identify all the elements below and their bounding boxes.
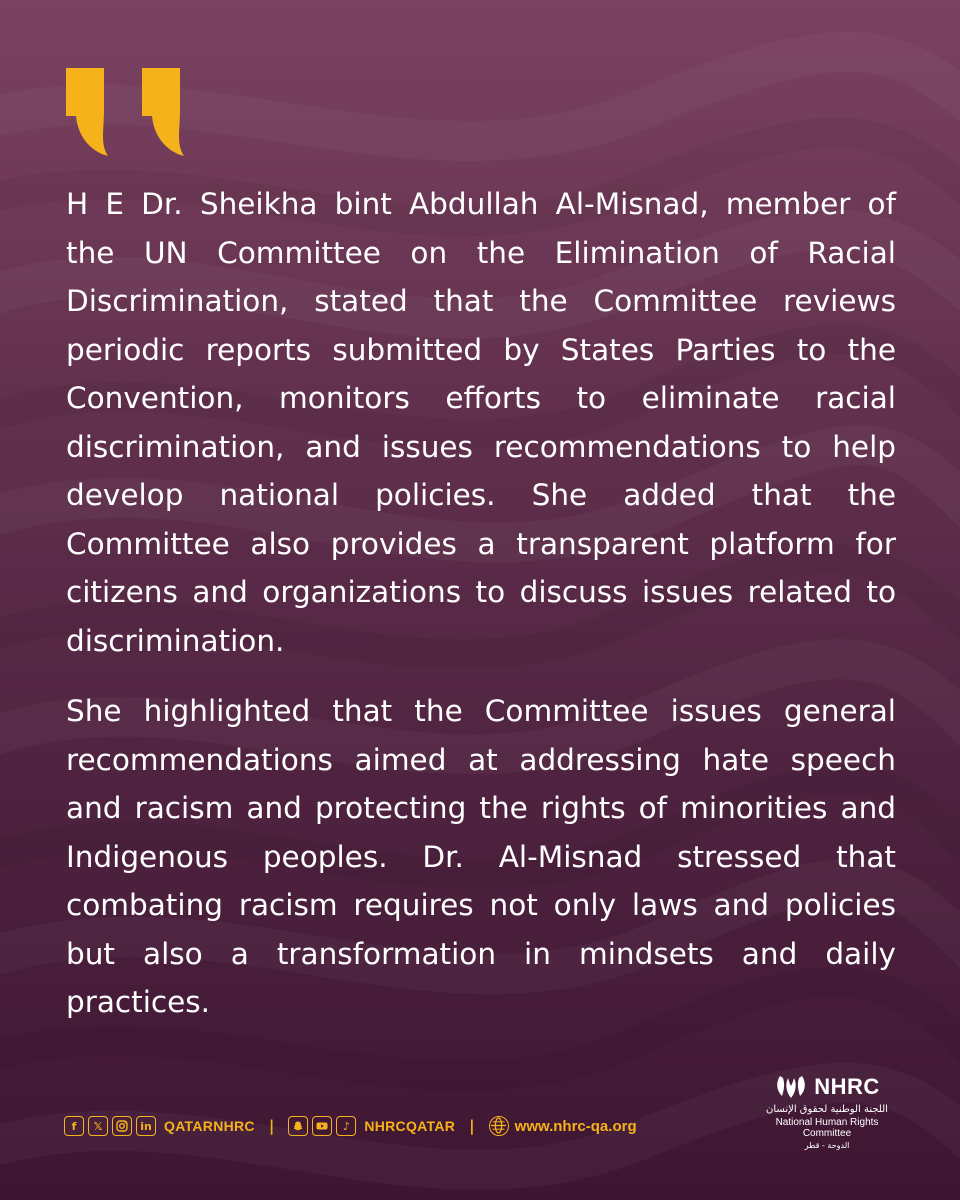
snapchat-icon[interactable] — [288, 1116, 308, 1136]
nhrc-logo — [752, 1074, 902, 1150]
footer-social-bar — [64, 1113, 637, 1139]
nhrc-emblem-icon — [774, 1074, 808, 1100]
article-body — [66, 180, 896, 1049]
paragraph-2: She highlighted that the Committee issues general recommendations aimed at addressing hate speech and racism and protecting the rights of minorities and Indigenous peoples. Dr. Al-Misnad stressed that combating racism requires not only laws and policies but also a transformation in mindsets and daily practices. — [66, 694, 896, 1019]
footer-separator-1: | — [268, 1117, 275, 1135]
quote-icon — [62, 66, 190, 158]
facebook-icon[interactable]: f — [64, 1116, 84, 1136]
paragraph-1: H E Dr. Sheikha bint Abdullah Al-Misnad, member of the UN Committee on the Elimination of Racial Discrimination, stated that the Committee reviews periodic reports submitted by States Parties to the Convention, monitors efforts to eliminate racial discrimination, and issues recommendations to help develop national policies. She added that the Committee also provides a transparent platform for citizens and organizations to discuss issues related to discrimination. — [66, 187, 896, 658]
tiktok-icon[interactable]: ♪ — [336, 1116, 356, 1136]
logo-arabic-name: اللجنة الوطنية لحقوق الإنسان — [766, 1104, 888, 1115]
handle-qatarnhrc[interactable]: QATARNHRC — [164, 1118, 255, 1134]
footer-separator-2: | — [469, 1117, 475, 1135]
website-link[interactable]: www.nhrc-qa.org — [514, 1117, 637, 1135]
linkedin-icon[interactable]: in — [136, 1116, 156, 1136]
youtube-icon[interactable] — [312, 1116, 332, 1136]
logo-title: NHRC — [814, 1074, 880, 1099]
logo-city: الدوحة - قطر — [804, 1141, 850, 1150]
logo-english-name: National Human Rights Committee — [775, 1117, 879, 1139]
handle-nhrcqatar[interactable]: NHRCQATAR — [364, 1118, 456, 1134]
globe-icon — [489, 1116, 509, 1136]
instagram-icon[interactable] — [112, 1116, 132, 1136]
x-icon[interactable]: 𝕏 — [88, 1116, 108, 1136]
